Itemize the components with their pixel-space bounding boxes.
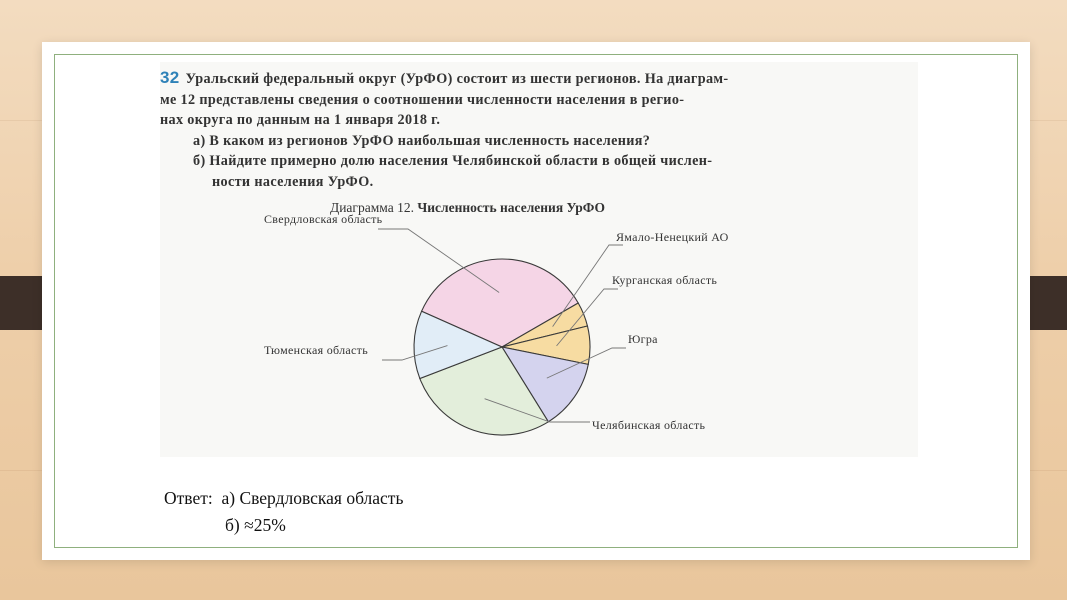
slice-label: Тюменская область xyxy=(264,343,368,357)
answer-prefix: Ответ: xyxy=(164,488,213,508)
problem-number: 32 xyxy=(160,68,180,87)
caption-prefix: Диаграмма 12. xyxy=(330,200,414,215)
problem-line-2: ме 12 представлены сведения о соотношении численности населения в регио- xyxy=(160,91,685,108)
answer-block xyxy=(164,485,403,539)
answer-a: а) Свердловская область xyxy=(221,488,404,508)
problem-line-1: Уральский федеральный округ (УрФО) состоит из шести регионов. На диаграм- xyxy=(185,71,729,87)
slice-label: Челябинская область xyxy=(592,418,706,432)
slide xyxy=(42,42,1030,560)
caption-title: Численность населения УрФО xyxy=(417,200,606,215)
question-b-line-2: ности населения УрФО. xyxy=(212,173,374,190)
question-b-line-1: б) Найдите примерно долю населения Челябинской области в общей числен- xyxy=(193,153,713,169)
question-a: а) В каком из регионов УрФО наибольшая численность населения? xyxy=(193,132,651,149)
answer-b: б) ≈25% xyxy=(225,515,286,535)
pie-chart xyxy=(160,62,918,457)
slice-label: Курганская область xyxy=(612,273,718,287)
textbook-page xyxy=(160,62,918,457)
slice-label: Свердловская область xyxy=(264,212,383,226)
slice-label: Югра xyxy=(628,332,658,346)
problem-line-3: нах округа по данным на 1 января 2018 г. xyxy=(160,112,441,128)
slice-label: Ямало-Ненецкий АО xyxy=(616,230,729,244)
